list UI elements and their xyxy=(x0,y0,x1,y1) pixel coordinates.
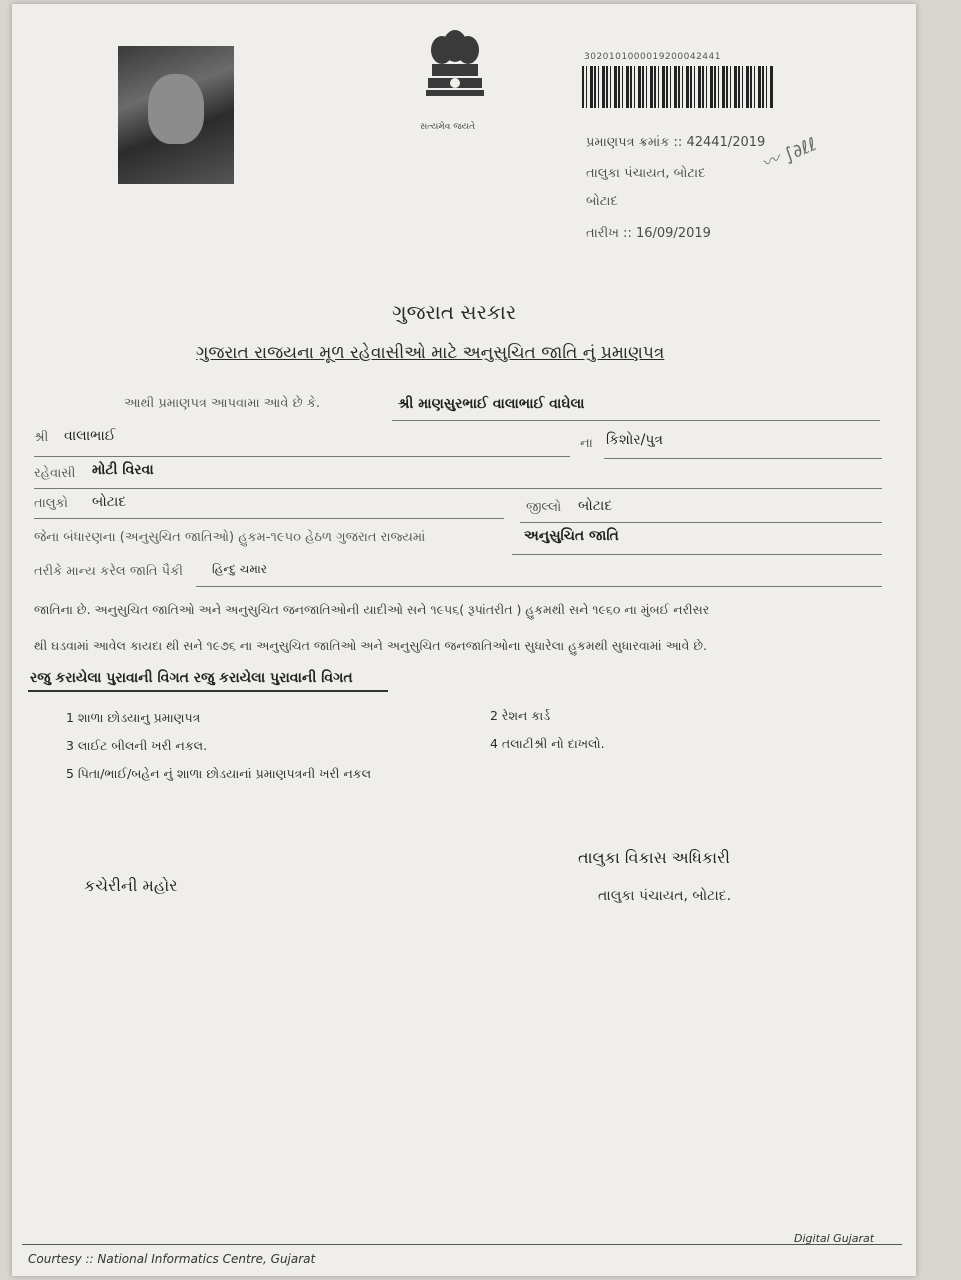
relation-value: કિશોર/પુત્ર xyxy=(606,432,663,448)
national-emblem xyxy=(418,28,492,120)
village-value: મોટી વિરવા xyxy=(92,462,154,478)
caste-value: હિન્દુ ચમાર xyxy=(212,562,267,576)
document-item-5: 5 પિતા/ભાઈ/બહેન નું શાળા છોડયાનાં પ્રમાણપત્રની ખરી નકલ xyxy=(66,766,372,781)
caste-label: તરીકે માન્ય કરેલ જાતિ પૈકી xyxy=(34,564,183,579)
documents-heading: રજુ કરાયેલા પુરાવાની વિગત રજુ કરાયેલા પુરાવાની વિગત xyxy=(30,670,353,686)
relation-label: ના xyxy=(580,436,593,451)
document-item-1: 1 શાળા છોડયાનુ પ્રમાણપત્ર xyxy=(66,710,201,725)
applicant-name: શ્રી માણસુરભાઈ વાલાભાઈ વાઘેલા xyxy=(398,396,585,412)
village-label: રહેવાસી xyxy=(34,466,76,481)
handwritten-signature: 〰 ∫∂ℓℓ xyxy=(758,133,820,175)
certificate-number: પ્રમાણપત્ર ક્રમાંક :: 42441/2019 xyxy=(586,135,766,150)
officer-title: તાલુકા વિકાસ અધિકારી xyxy=(578,848,730,867)
paragraph-line-1: જાતિના છે. અનુસુચિત જાતિઓ અને અનુસુચિત જનજાતિઓની યાદીઓ સને ૧૯૫૬( રૂપાંતરીત ) હુકમથી સને ૧૯૬૦ ના મુંબઈ નરીસર xyxy=(34,602,710,617)
emblem-caption: સત્યમેવ જયતે xyxy=(420,122,476,132)
government-title: ગુજરાત સરકાર xyxy=(392,300,517,324)
category-value: અનુસુચિત જાતિ xyxy=(524,528,619,544)
father-label: શ્રી xyxy=(34,430,49,445)
digital-gujarat-brand: Digital Gujarat xyxy=(794,1232,875,1245)
taluka-label: તાલુકો xyxy=(34,496,69,511)
courtesy-footer: Courtesy :: National Informatics Centre, Gujarat xyxy=(28,1252,316,1266)
issuing-place: બોટાદ xyxy=(586,194,618,209)
officer-office: તાલુકા પંચાયત, બોટાદ. xyxy=(598,888,732,904)
issued-to-label: આથી પ્રમાણપત્ર આપવામા આવે છે કે. xyxy=(124,396,321,411)
document-item-3: 3 લાઈટ બીલની ખરી નકલ. xyxy=(66,738,208,753)
issuing-office: તાલુકા પંચાયત, બોટાદ xyxy=(586,166,706,181)
taluka-value: બોટાદ xyxy=(92,494,127,510)
issue-date: તારીખ :: 16/09/2019 xyxy=(586,226,711,241)
district-value: બોટાદ xyxy=(578,498,613,514)
document-item-2: 2 રેશન કાર્ડ xyxy=(490,708,551,723)
father-name: વાલાભાઈ xyxy=(64,428,116,444)
paragraph-line-2: થી ઘડવામાં આવેલ કાયદા થી સને ૧૯૭૬ ના અનુસુચિત જાતિઓ અને અનુસુચિત જનજાતિઓના સુધારેલા હુકમથી સુધારવામાં આવે છે. xyxy=(34,638,707,653)
document-item-4: 4 તલાટીશ્રી નો દાખલો. xyxy=(490,736,605,751)
barcode-number: 3020101000019200042441 xyxy=(584,52,721,62)
certificate-title: ગુજરાત રાજયના મૂળ રહેવાસીઓ માટે અનુસુચિત જાતિ નું પ્રમાણપત્ર xyxy=(196,343,665,363)
office-seal-label: કચેરીની મહોર xyxy=(84,876,178,895)
barcode xyxy=(582,66,774,108)
applicant-photo xyxy=(118,46,234,184)
order-label: જેના બંધારણના (અનુસુચિત જાતિઓ) હુકમ-૧૯૫૦ હેઠળ ગુજરાત રાજ્યમાં xyxy=(34,530,426,545)
district-label: જીલ્લો xyxy=(526,500,562,515)
